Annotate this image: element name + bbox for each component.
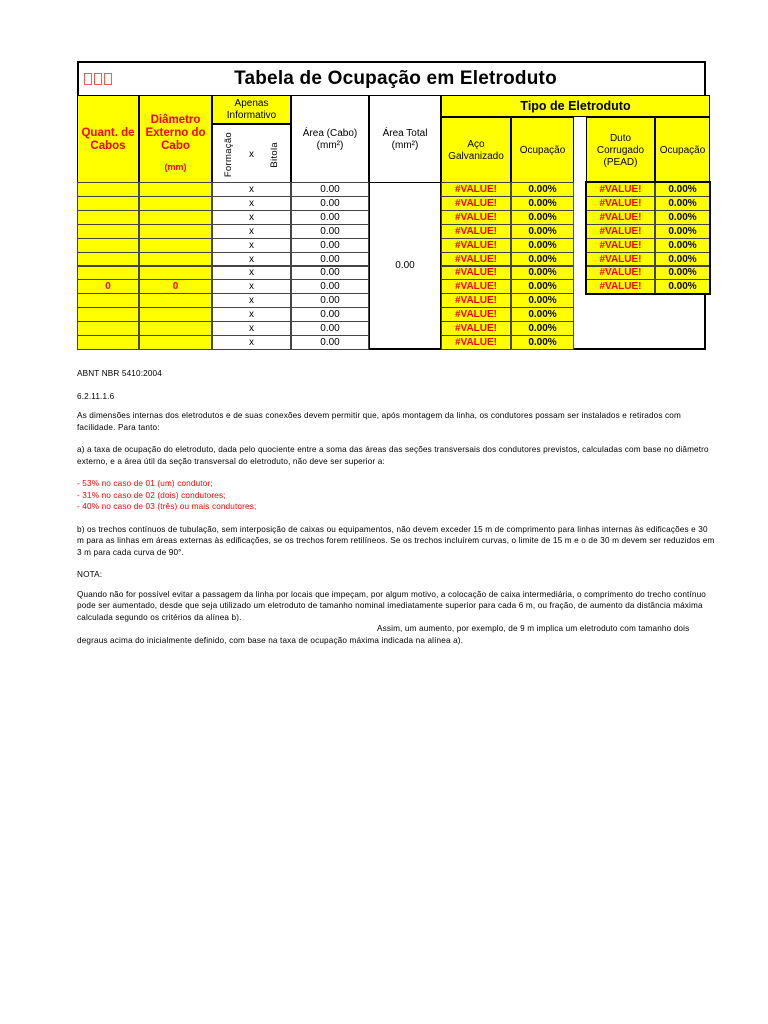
header-duto-l3: (PEAD)	[603, 157, 638, 168]
cell-quant[interactable]	[77, 293, 139, 308]
cell-duto-corrugado[interactable]	[586, 196, 655, 211]
cell-ocupacao-aco-text: 0.00%	[528, 197, 557, 209]
cell-formacao-bitola-text: x	[249, 323, 254, 335]
cell-formacao-bitola[interactable]	[212, 224, 291, 239]
cell-area-cabo[interactable]	[291, 321, 369, 336]
cell-formacao-bitola-text: x	[249, 225, 254, 237]
header-formacao: Formação	[223, 131, 235, 178]
cell-area-cabo-text: 0.00	[320, 225, 340, 237]
header-area-cabo-l1: Área (Cabo)	[302, 128, 358, 139]
header-duto-corrugado	[586, 117, 655, 185]
cell-area-cabo-text: 0.00	[320, 267, 340, 279]
cell-ocupacao-aco[interactable]	[511, 321, 574, 336]
cell-ocupacao-duto-text: 0.00%	[668, 239, 697, 251]
cell-ocupacao-aco[interactable]	[511, 182, 574, 197]
cell-diametro[interactable]	[139, 335, 212, 350]
header-aco-l2: Galvanizado	[448, 151, 504, 162]
cell-ocupacao-aco-text: 0.00%	[528, 295, 557, 307]
cell-duto-corrugado[interactable]	[586, 252, 655, 267]
cell-area-cabo-text: 0.00	[320, 239, 340, 251]
cell-formacao-bitola-text: x	[249, 211, 254, 223]
cell-duto-corrugado-text: #VALUE!	[599, 211, 642, 223]
cell-duto-corrugado-text: #VALUE!	[599, 183, 642, 195]
cell-area-cabo-text: 0.00	[320, 309, 340, 321]
cell-quant[interactable]	[77, 224, 139, 239]
cell-aco-galvanizado-text: #VALUE!	[454, 267, 498, 279]
cell-ocupacao-aco[interactable]	[511, 210, 574, 225]
cell-ocupacao-aco[interactable]	[511, 293, 574, 308]
cell-quant[interactable]	[77, 238, 139, 253]
table-body-area	[77, 183, 706, 350]
cell-area-cabo[interactable]	[291, 335, 369, 350]
cell-area-cabo-text: 0.00	[320, 183, 340, 195]
header-bitola: Bitola	[268, 141, 280, 168]
nota-body: Quando não for possível evitar a passagem da linha por locais que impeçam, por algum motivo, a colocação de caixa intermediária, o comprimento do trecho contínuo pode ser aumentado, desde que seja utilizado um eletroduto de tamanho nominal imediatamente superior para cada 6 m, ou fração, de aumento da distância máxima calculada segundo os critérios da alínea b).	[77, 589, 706, 622]
cell-ocupacao-aco-text: 0.00%	[528, 225, 557, 237]
cell-ocupacao-duto[interactable]	[655, 238, 710, 253]
table-header-area	[77, 95, 706, 183]
cell-ocupacao-duto[interactable]	[655, 224, 710, 239]
cell-formacao-bitola[interactable]	[212, 279, 291, 294]
cell-area-cabo[interactable]	[291, 293, 369, 308]
cell-quant[interactable]	[77, 252, 139, 267]
cell-aco-galvanizado-text: #VALUE!	[454, 337, 498, 349]
cell-area-cabo-text: 0.00	[320, 295, 340, 307]
cell-quant[interactable]	[77, 266, 139, 281]
cell-ocupacao-aco-text: 0.00%	[528, 253, 557, 265]
cell-duto-corrugado[interactable]	[586, 279, 655, 294]
header-spacer-gap	[574, 117, 586, 185]
cell-quant[interactable]	[77, 279, 139, 294]
cell-aco-galvanizado[interactable]	[441, 252, 511, 267]
cell-duto-corrugado-text: #VALUE!	[599, 281, 642, 293]
cell-ocupacao-duto-text: 0.00%	[668, 197, 697, 209]
cell-aco-galvanizado-text: #VALUE!	[454, 295, 498, 307]
cell-area-cabo[interactable]	[291, 210, 369, 225]
bullet-40-percent: - 40% no caso de 03 (três) ou mais condutores;	[77, 502, 257, 511]
cell-area-cabo[interactable]	[291, 224, 369, 239]
paragraph-b: b) os trechos contínuos de tubulação, sem interposição de caixas ou equipamentos, não devem exceder 15 m de comprimento para linhas internas às edificações e 30 m para as linhas em áreas externas às edificações, se os trechos forem retilíneos. Se os trechos incluírem curvas, o limite de 15 m e o de 30 m devem ser reduzidos em 3 m para cada curva de 90°.	[77, 524, 715, 557]
cell-formacao-bitola[interactable]	[212, 335, 291, 350]
clause-number: 6.2.11.1.6	[77, 391, 115, 401]
cell-area-cabo-text: 0.00	[320, 323, 340, 335]
cell-aco-galvanizado-text: #VALUE!	[454, 281, 498, 293]
cell-formacao-bitola[interactable]	[212, 196, 291, 211]
cell-diametro-text: 0	[172, 281, 179, 293]
cell-aco-galvanizado[interactable]	[441, 224, 511, 239]
cell-formacao-bitola-text: x	[249, 267, 254, 279]
paragraph-intro: As dimensões internas dos eletrodutos e de suas conexões devem permitir que, após montagem da linha, os condutores possam ser instalados e retirados com facilidade. Para tanto:	[77, 411, 681, 432]
header-diametro-label: Diâmetro Externo do Cabo	[145, 114, 206, 152]
cell-ocupacao-duto-text: 0.00%	[668, 225, 697, 237]
cell-aco-galvanizado-text: #VALUE!	[454, 211, 498, 223]
bullet-53-percent: - 53% no caso de 01 (um) condutor;	[77, 479, 213, 488]
cell-ocupacao-duto[interactable]	[655, 279, 710, 294]
cell-formacao-bitola-text: x	[249, 183, 254, 195]
cell-ocupacao-aco-text: 0.00%	[528, 183, 557, 195]
standard-notes	[77, 368, 717, 646]
cell-area-cabo-text: 0.00	[320, 253, 340, 265]
cell-ocupacao-duto-text: 0.00%	[668, 267, 697, 279]
cell-area-cabo[interactable]	[291, 252, 369, 267]
cell-ocupacao-aco[interactable]	[511, 238, 574, 253]
cell-formacao-bitola[interactable]	[212, 238, 291, 253]
cell-ocupacao-aco[interactable]	[511, 224, 574, 239]
cell-quant[interactable]	[77, 307, 139, 322]
cell-aco-galvanizado-text: #VALUE!	[454, 239, 498, 251]
cell-formacao-bitola[interactable]	[212, 252, 291, 267]
cell-duto-corrugado-text: #VALUE!	[599, 239, 642, 251]
cell-quant[interactable]	[77, 210, 139, 225]
header-aco-l1: Aço	[467, 139, 485, 150]
cell-duto-corrugado[interactable]	[586, 210, 655, 225]
cell-aco-galvanizado[interactable]	[441, 210, 511, 225]
header-formacao-bitola	[212, 124, 291, 185]
cell-ocupacao-aco[interactable]	[511, 196, 574, 211]
cell-aco-galvanizado[interactable]	[441, 279, 511, 294]
cell-ocupacao-duto[interactable]	[655, 252, 710, 267]
cell-diametro[interactable]	[139, 196, 212, 211]
cell-duto-corrugado-text: #VALUE!	[599, 253, 642, 265]
cell-ocupacao-aco[interactable]	[511, 279, 574, 294]
cell-formacao-bitola-text: x	[249, 253, 254, 265]
cell-area-cabo-text: 0.00	[320, 337, 340, 349]
cell-ocupacao-aco[interactable]	[511, 266, 574, 281]
cell-ocupacao-aco-text: 0.00%	[528, 281, 557, 293]
cell-formacao-bitola[interactable]	[212, 210, 291, 225]
page-title: Tabela de Ocupação em Eletroduto	[234, 68, 557, 89]
cell-diametro[interactable]	[139, 210, 212, 225]
cell-ocupacao-duto-text: 0.00%	[668, 183, 697, 195]
cell-ocupacao-aco[interactable]	[511, 252, 574, 267]
header-times-symbol: x	[248, 149, 254, 160]
cell-area-cabo-text: 0.00	[320, 197, 340, 209]
cell-ocupacao-duto-text: 0.00%	[668, 253, 697, 265]
ocupacao-table	[77, 61, 706, 350]
standard-reference: ABNT NBR 5410:2004	[77, 369, 162, 378]
header-ocupacao-duto: Ocupação	[655, 117, 710, 185]
header-diametro-externo	[139, 95, 212, 185]
cell-duto-corrugado-text: #VALUE!	[599, 267, 642, 279]
cell-formacao-bitola[interactable]	[212, 293, 291, 308]
cell-ocupacao-aco-text: 0.00%	[528, 323, 557, 335]
cell-area-cabo-text: 0.00	[320, 281, 340, 293]
header-area-total	[369, 95, 441, 185]
cell-duto-corrugado-text: #VALUE!	[599, 225, 642, 237]
cell-ocupacao-duto[interactable]	[655, 210, 710, 225]
cell-aco-galvanizado[interactable]	[441, 196, 511, 211]
cell-ocupacao-duto-text: 0.00%	[668, 211, 697, 223]
cell-area-cabo-text: 0.00	[320, 211, 340, 223]
cell-quant[interactable]	[77, 196, 139, 211]
cell-ocupacao-aco-text: 0.00%	[528, 267, 557, 279]
header-quant-cabos: Quant. de Cabos	[77, 95, 139, 185]
cell-ocupacao-aco[interactable]	[511, 307, 574, 322]
cell-aco-galvanizado[interactable]	[441, 266, 511, 281]
cell-area-cabo[interactable]	[291, 279, 369, 294]
cell-diametro[interactable]	[139, 224, 212, 239]
cell-ocupacao-aco-text: 0.00%	[528, 309, 557, 321]
cell-ocupacao-aco-text: 0.00%	[528, 337, 557, 349]
cell-area-cabo[interactable]	[291, 238, 369, 253]
header-area-cabo-l2: (mm²)	[316, 140, 344, 151]
cell-aco-galvanizado-text: #VALUE!	[454, 225, 498, 237]
cell-ocupacao-aco-text: 0.00%	[528, 239, 557, 251]
cell-formacao-bitola[interactable]	[212, 307, 291, 322]
header-duto-l1: Duto	[609, 133, 632, 144]
cell-quant[interactable]	[77, 182, 139, 197]
cell-formacao-bitola-text: x	[249, 281, 254, 293]
cell-ocupacao-duto-text: 0.00%	[668, 281, 697, 293]
header-area-total-l2: (mm²)	[391, 140, 419, 151]
header-diametro-unit: (mm)	[164, 162, 187, 172]
cell-quant-text: 0	[105, 281, 111, 293]
header-apenas-informativo: Apenas Informativo	[212, 95, 291, 124]
cell-aco-galvanizado-text: #VALUE!	[454, 197, 498, 209]
cell-aco-galvanizado-text: #VALUE!	[454, 309, 498, 321]
missing-glyph-icon	[79, 63, 137, 95]
cell-aco-galvanizado[interactable]	[441, 321, 511, 336]
cell-duto-corrugado-text: #VALUE!	[599, 197, 642, 209]
cell-diametro[interactable]	[139, 307, 212, 322]
cell-formacao-bitola-text: x	[249, 337, 254, 349]
cell-formacao-bitola[interactable]	[212, 266, 291, 281]
header-area-cabo	[291, 95, 369, 185]
cell-aco-galvanizado[interactable]	[441, 307, 511, 322]
cell-area-total-merged[interactable]: 0.00	[369, 182, 441, 349]
cell-aco-galvanizado-text: #VALUE!	[454, 253, 498, 265]
cell-formacao-bitola-text: x	[249, 295, 254, 307]
cell-area-cabo[interactable]	[291, 266, 369, 281]
cell-aco-galvanizado-text: #VALUE!	[454, 323, 498, 335]
header-aco-galvanizado	[441, 117, 511, 185]
cell-quant[interactable]	[77, 335, 139, 350]
cell-duto-corrugado[interactable]	[586, 224, 655, 239]
cell-diametro[interactable]	[139, 238, 212, 253]
cell-diametro[interactable]	[139, 321, 212, 336]
cell-area-cabo[interactable]	[291, 307, 369, 322]
cell-formacao-bitola-text: x	[249, 239, 254, 251]
bullet-31-percent: - 31% no caso de 02 (dois) condutores;	[77, 490, 226, 500]
cell-aco-galvanizado[interactable]	[441, 335, 511, 350]
cell-ocupacao-duto[interactable]	[655, 196, 710, 211]
header-tipo-eletroduto: Tipo de Eletroduto	[441, 95, 710, 117]
cell-ocupacao-duto[interactable]	[655, 266, 710, 281]
cell-duto-corrugado[interactable]	[586, 238, 655, 253]
paragraph-a: a) a taxa de ocupação do eletroduto, dada pelo quociente entre a soma das áreas das seções transversais dos condutores previstos, calculadas com base no diâmetro externo, e a área útil da seção transversal do eletroduto, não deve ser superior a:	[77, 445, 709, 466]
cell-duto-corrugado[interactable]	[586, 266, 655, 281]
table-title-row	[77, 61, 706, 95]
cell-diametro[interactable]	[139, 182, 212, 197]
nota-label: NOTA:	[77, 570, 103, 579]
header-area-total-l1: Área Total	[382, 128, 428, 139]
cell-aco-galvanizado[interactable]	[441, 182, 511, 197]
cell-aco-galvanizado[interactable]	[441, 238, 511, 253]
cell-diametro[interactable]	[139, 252, 212, 267]
cell-aco-galvanizado[interactable]	[441, 293, 511, 308]
header-ocupacao-aco: Ocupação	[511, 117, 574, 185]
cell-quant[interactable]	[77, 321, 139, 336]
cell-formacao-bitola-text: x	[249, 197, 254, 209]
cell-diametro[interactable]	[139, 279, 212, 294]
nota-body-continued: Assim, um aumento, por exemplo, de 9 m implica um eletroduto com tamanho dois degraus acima do inicialmente definido, com base na taxa de ocupação máxima indicada na alínea a).	[77, 624, 690, 645]
cell-diametro[interactable]	[139, 266, 212, 281]
cell-formacao-bitola[interactable]	[212, 182, 291, 197]
header-duto-l2: Corrugado	[596, 145, 645, 156]
cell-area-cabo[interactable]	[291, 196, 369, 211]
cell-formacao-bitola[interactable]	[212, 321, 291, 336]
cell-duto-corrugado[interactable]	[586, 182, 655, 197]
cell-ocupacao-aco-text: 0.00%	[528, 211, 557, 223]
cell-area-cabo[interactable]	[291, 182, 369, 197]
cell-ocupacao-aco[interactable]	[511, 335, 574, 350]
cell-aco-galvanizado-text: #VALUE!	[454, 183, 498, 195]
cell-diametro[interactable]	[139, 293, 212, 308]
cell-ocupacao-duto[interactable]	[655, 182, 710, 197]
cell-formacao-bitola-text: x	[249, 309, 254, 321]
